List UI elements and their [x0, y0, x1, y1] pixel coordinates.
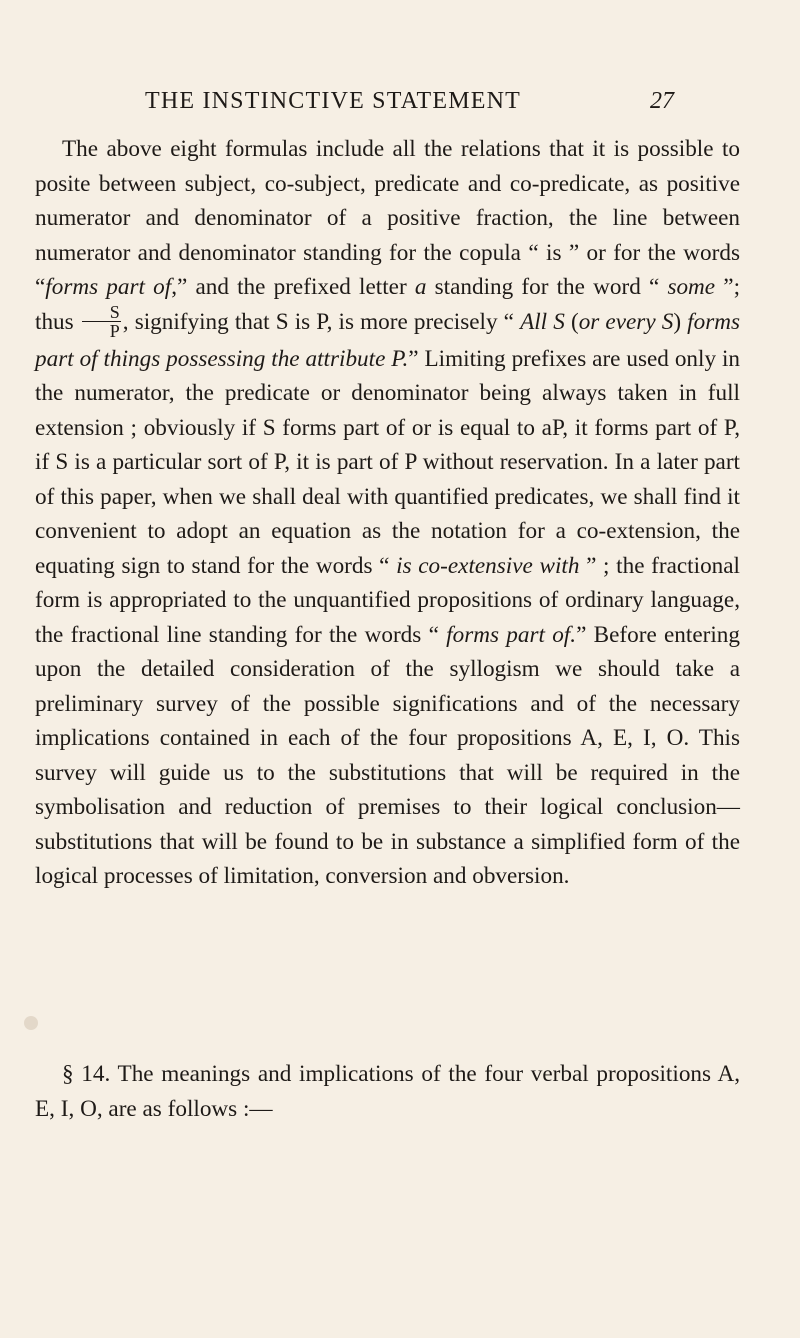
- italic-run: or every S: [578, 308, 674, 335]
- paragraph-formulas: [35, 132, 740, 894]
- text-run: ” Before entering upon the detailed consideration of the syllogism we should take a preliminary survey of the possible significations and of the necessary implications contained in each of the four propositions A, E, I, O. This survey will guide us to the substitutions that will be required in the symbolisation and reduction of premises to their logical conclusion—substitutions that will be found to be in substance a simplified form of the logical processes of limitation, conversion and obversion.: [35, 621, 740, 890]
- italic-run: some: [667, 274, 716, 300]
- fraction-denominator: P: [109, 320, 120, 341]
- italic-run: All S: [520, 308, 565, 335]
- text-run: ”; thus: [35, 274, 741, 335]
- text-run: (: [564, 308, 579, 335]
- page-number: 27: [650, 88, 674, 114]
- paragraph-section-14: [35, 1057, 740, 1126]
- italic-run: forms part of: [45, 274, 172, 300]
- italic-run: forms part of things possessing the attribute P.: [35, 308, 740, 372]
- text-run: The above eight formulas include all the relations that it is possible to posite between subject, co-subject, predicate and co-predicate, as positive numerator and denominator of a positive fraction, the line between numerator and denominator standing for the copula “ is ” or for the words “: [35, 136, 740, 300]
- text-run: standing for the word “: [426, 274, 668, 300]
- paragraph-text: [35, 132, 740, 894]
- fraction-numerator: S: [82, 303, 121, 322]
- running-title: THE INSTINCTIVE STATEMENT: [145, 88, 522, 114]
- paper-spot: [24, 1016, 38, 1030]
- italic-run: forms part of.: [446, 621, 577, 648]
- text-run: ” ; the fractional form is appropriated to the unquantified propositions of ordinary language, the fractional line standing for the words “: [35, 552, 740, 648]
- text-run: ” Limiting prefixes are used only in the numerator, the predicate or denominator being always taken in full extension ; obviously if S forms part of or is equal to aP, it forms part of P, if S is a particular sort of P, it is part of P without reservation. In a later part of this paper, when we shall deal with quantified predicates, we shall find it convenient to adopt an equation as the notation for a co-extension, the equating sign to stand for the words “: [35, 345, 741, 579]
- text-run: ,” and the prefixed letter: [171, 274, 415, 300]
- paragraph-text: § 14. The meanings and implications of the four verbal propositions A, E, I, O, are as follows :—: [35, 1061, 740, 1122]
- text-run: ): [673, 308, 688, 335]
- italic-run: a: [414, 274, 427, 300]
- italic-run: is co-extensive with: [396, 552, 580, 579]
- text-run: , signifying that S is P, is more precisely “: [122, 308, 521, 335]
- running-head: [0, 88, 800, 120]
- fraction-s-over-p: [82, 303, 121, 340]
